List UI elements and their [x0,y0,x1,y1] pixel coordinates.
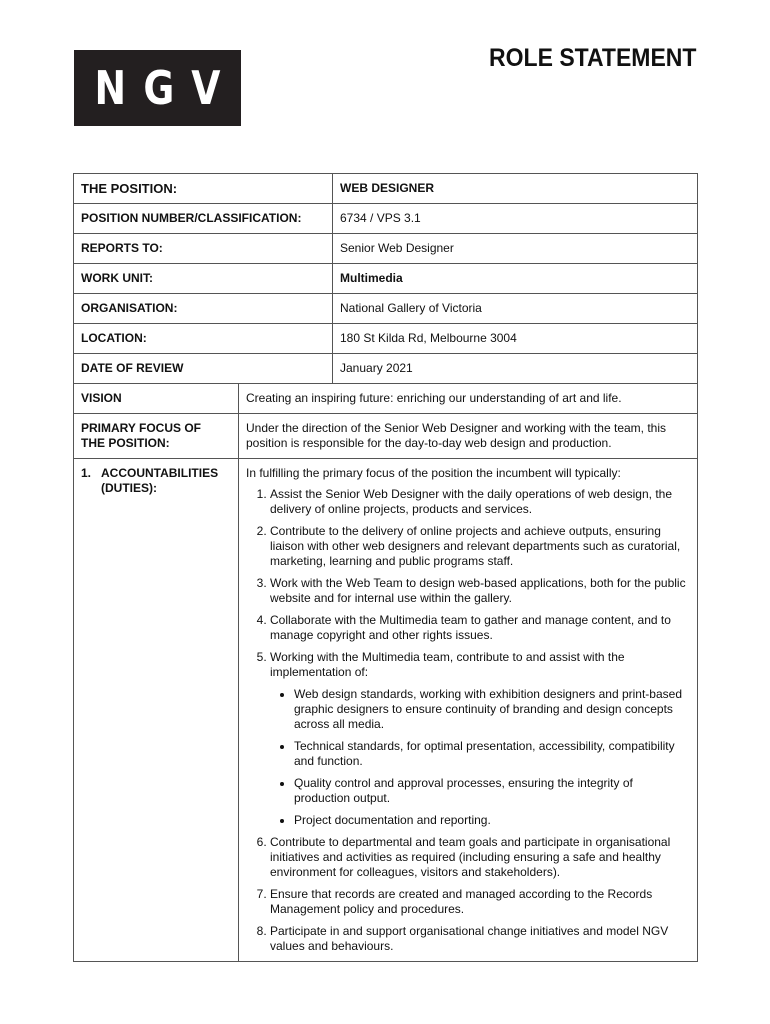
duty-item [270,887,690,917]
row-location [74,324,698,354]
sub-text: Project documentation and reporting. [294,813,491,827]
accountabilities-number: 1. [81,466,92,480]
duties-list [246,487,690,954]
vision-label: VISION [74,384,239,414]
unit-label: WORK UNIT: [74,264,333,294]
location-label: LOCATION: [74,324,333,354]
row-accountabilities [74,459,698,962]
row-org [74,294,698,324]
accountabilities-cell [74,459,239,962]
logo-letter-n: N [94,61,127,115]
row-reports [74,234,698,264]
duty-item [270,613,690,643]
row-focus [74,414,698,459]
duty-text: Assist the Senior Web Designer with the daily operations of web design, the delivery of online projects, products and services. [270,487,672,516]
duties-intro: In fulfilling the primary focus of the position the incumbent will typically: [246,466,621,480]
duty-item [270,650,690,828]
row-review [74,354,698,384]
focus-label: PRIMARY FOCUS OF THE POSITION: [74,414,239,459]
focus-text: Under the direction of the Senior Web Designer and working with the team, this position is responsible for the day-to-day web design and production. [239,414,698,459]
row-position [74,174,698,204]
sub-item [294,813,690,828]
unit-value: Multimedia [333,264,698,294]
reports-value: Senior Web Designer [333,234,698,264]
org-value: National Gallery of Victoria [333,294,698,324]
document-title: ROLE STATEMENT [488,44,696,72]
duty-item [270,835,690,880]
duty-item [270,576,690,606]
duties-cell [239,459,698,962]
duty-text: Contribute to the delivery of online projects and achieve outputs, ensuring liaison with other web designers and relevant departments such as curatorial, marketing, learning and public programs staff. [270,524,681,568]
role-table [73,173,698,962]
sub-text: Technical standards, for optimal presentation, accessibility, compatibility and function. [294,739,675,768]
duty-text: Ensure that records are created and managed according to the Records Management policy and procedures. [270,887,653,916]
logo-letter-v: V [191,61,221,115]
duty-text: Working with the Multimedia team, contribute to and assist with the implementation of: [270,650,625,679]
logo-letter-g: G [143,61,175,115]
duty-item [270,924,690,954]
sub-item [294,687,690,732]
sub-text: Quality control and approval processes, ensuring the integrity of production output. [294,776,633,805]
row-unit [74,264,698,294]
vision-text: Creating an inspiring future: enriching our understanding of art and life. [239,384,698,414]
number-label: POSITION NUMBER/CLASSIFICATION: [74,204,333,234]
reports-label: REPORTS TO: [74,234,333,264]
sub-item [294,776,690,806]
review-label: DATE OF REVIEW [74,354,333,384]
row-vision [74,384,698,414]
accountabilities-label: ACCOUNTABILITIES (DUTIES): [101,466,219,495]
implementation-list [270,687,690,828]
position-value: WEB DESIGNER [333,174,698,204]
location-value: 180 St Kilda Rd, Melbourne 3004 [333,324,698,354]
row-number [74,204,698,234]
accountabilities-heading [81,466,231,496]
duty-item [270,524,690,569]
duty-item [270,487,690,517]
duty-text: Work with the Web Team to design web-based applications, both for the public website and for internal use within the gallery. [270,576,686,605]
duty-text: Collaborate with the Multimedia team to gather and manage content, and to manage copyright and other rights issues. [270,613,671,642]
ngv-logo [74,50,241,126]
position-label: THE POSITION: [74,174,333,204]
number-value: 6734 / VPS 3.1 [333,204,698,234]
duty-text: Participate in and support organisational change initiatives and model NGV values and behaviours. [270,924,669,953]
duty-text: Contribute to departmental and team goals and participate in organisational initiatives and activities as required (including ensuring a safe and healthy environment for colleagues, visitors and stakeholders). [270,835,671,879]
review-value: January 2021 [333,354,698,384]
org-label: ORGANISATION: [74,294,333,324]
sub-text: Web design standards, working with exhibition designers and print-based graphic designers to ensure continuity of branding and design concepts across all media. [294,687,683,731]
sub-item [294,739,690,769]
